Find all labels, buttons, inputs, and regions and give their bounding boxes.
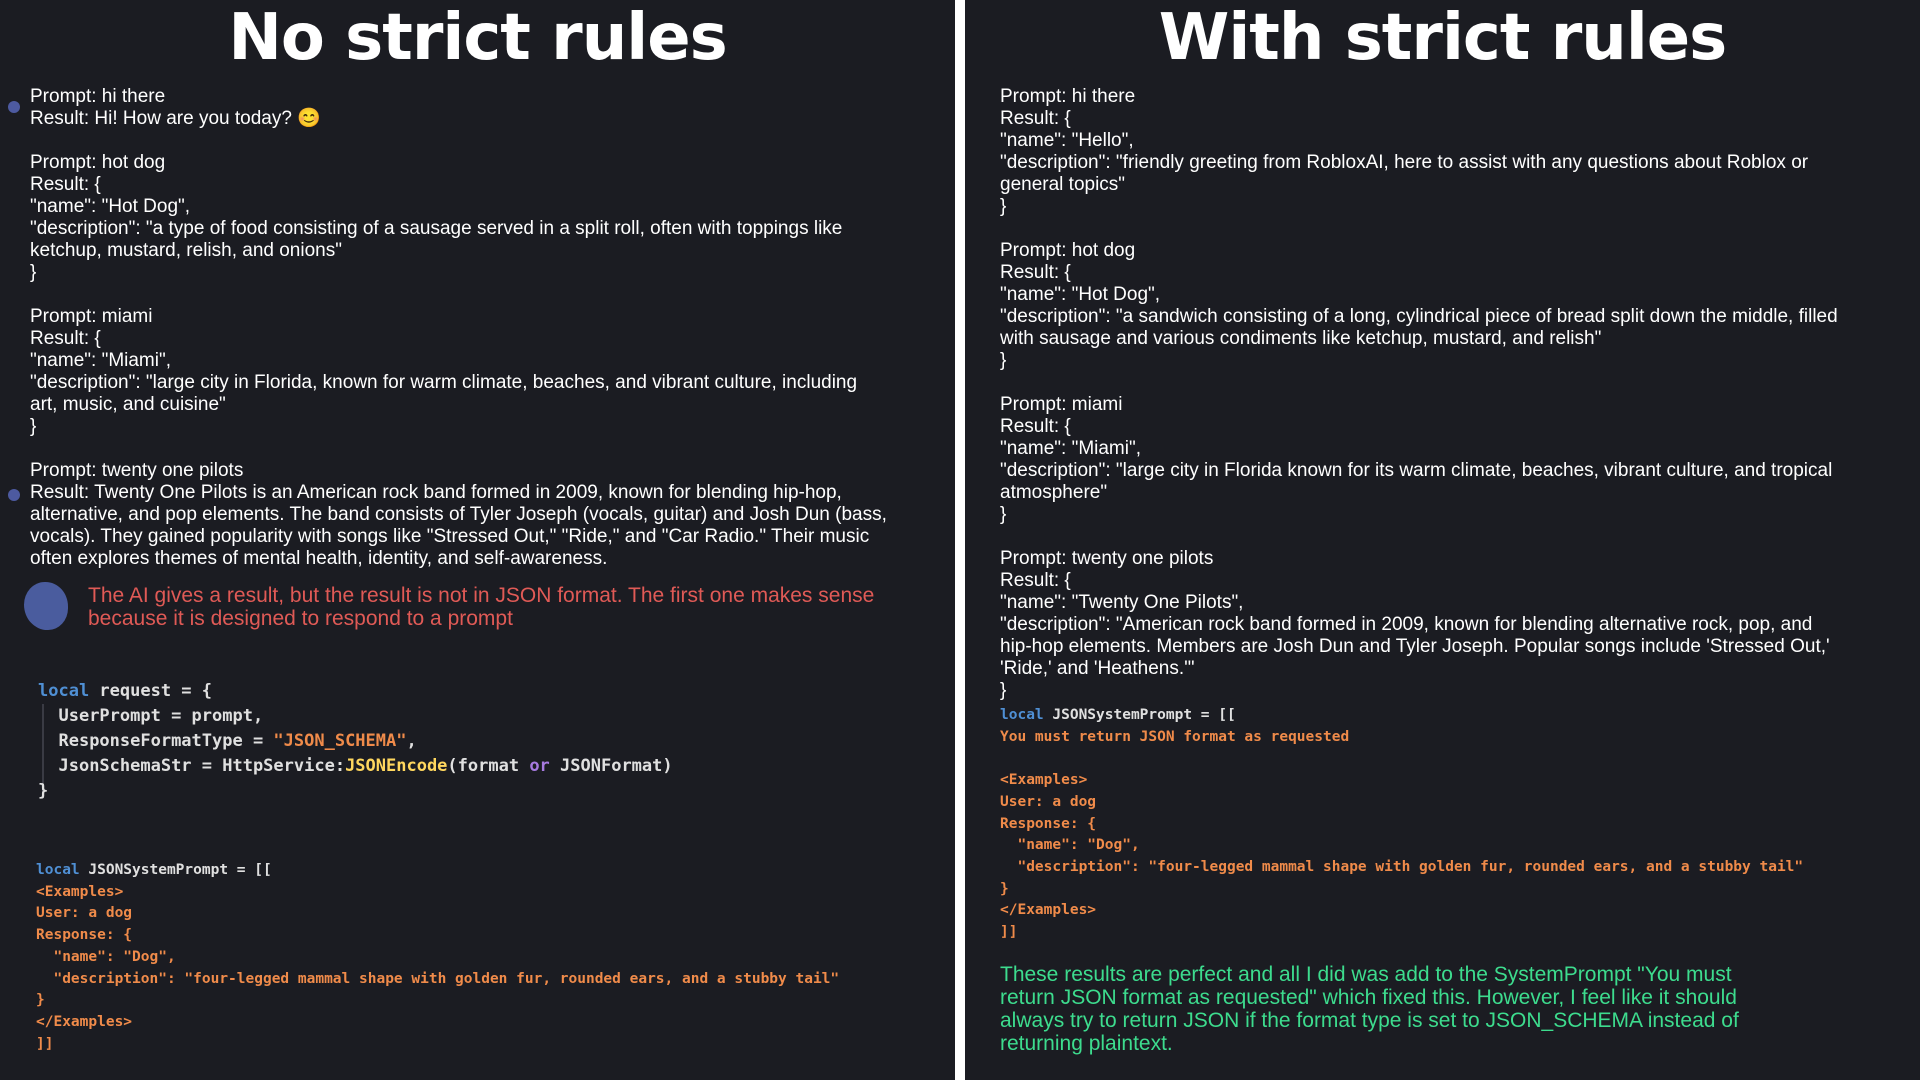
result-line: "name": "Twenty One Pilots", [1000,592,1244,613]
code-keyword: local [38,681,90,701]
spacer [1000,372,1915,394]
spacer [30,130,940,152]
result-line: often explores themes of mental health, identity, and self-awareness. [30,548,608,569]
result-line: "description": "friendly greeting from RobloxAI, here to assist with any questions about Roblox or [1000,152,1809,173]
left-panel-title: No strict rules [228,1,727,75]
result-line: atmosphere" [1000,482,1108,503]
commentary-line: always try to return JSON if the format type is set to JSON_SCHEMA instead of [1000,1009,1739,1032]
result-line: vocals). They gained popularity with songs like "Stressed Out," "Ride," and "Car Radio." Their music [30,526,870,547]
right-results-text [1000,86,1915,702]
right-panel [965,0,1920,1080]
spacer [1000,748,1803,770]
result-line: Result: { [30,174,101,195]
spacer [1000,218,1915,240]
result-line: general topics" [1000,174,1126,195]
result-line: Prompt: hi there [1000,86,1136,107]
code-line: </Examples> [36,1013,133,1030]
code-line: Response: { [1000,815,1097,832]
commentary-line: because it is designed to respond to a prompt [88,607,513,630]
code-line: <Examples> [1000,772,1088,789]
left-commentary [88,584,948,630]
code-text: , [406,731,417,751]
result-line: "description": "American rock band formed in 2009, known for blending alternative rock, pop, and [1000,614,1813,635]
code-line: "name": "Dog", [1000,837,1140,854]
code-text: (format [447,756,530,776]
right-panel-title: With strict rules [1158,1,1727,75]
code-line: Response: { [36,927,133,944]
result-line: Result: { [1000,262,1071,283]
result-line: Prompt: miami [1000,394,1123,415]
result-line: } [30,416,37,437]
code-line: "name": "Dog", [36,948,176,965]
code-keyword: local [1000,707,1044,723]
code-line: } [1000,880,1009,897]
result-line: } [1000,504,1007,525]
result-line: hip-hop elements. Members are Josh Dun and Tyler Joseph. Popular songs include 'Stressed Out,' [1000,636,1830,657]
code-line: </Examples> [1000,902,1097,919]
left-panel [0,0,955,1080]
spacer [30,438,940,460]
left-system-prompt-code [36,860,839,1055]
code-line: "description": "four-legged mammal shape with golden fur, rounded ears, and a stubby tail" [1000,858,1804,875]
result-line: with sausage and various condiments like ketchup, mustard, and relish" [1000,328,1602,349]
result-line: Prompt: hot dog [1000,240,1136,261]
request-code-block [38,679,673,804]
code-text: ResponseFormatType = [58,731,274,751]
right-commentary [1000,963,1900,1055]
code-text: request = { [89,681,213,701]
result-line: "description": "large city in Florida known for its warm climate, beaches, vibrant culture, and tropical [1000,460,1833,481]
code-keyword: local [36,862,80,878]
result-line: Prompt: hot dog [30,152,166,173]
commentary-line: return JSON format as requested" which fixed this. However, I feel like it should [1000,986,1737,1009]
result-line: "name": "Hot Dog", [30,196,191,217]
result-line: "name": "Miami", [30,350,172,371]
avatar-blob-icon [24,582,68,630]
commentary-line: These results are perfect and all I did was add to the SystemPrompt "You must [1000,963,1732,986]
result-line: Result: { [1000,416,1071,437]
chat-dot-icon [8,489,20,501]
right-system-prompt-code [1000,705,1803,944]
commentary-line: The AI gives a result, but the result is not in JSON format. The first one makes sense [88,584,875,607]
result-line: "name": "Miami", [1000,438,1142,459]
code-function: JSONEncode [345,756,448,776]
result-line: } [1000,350,1007,371]
code-line: ]] [1000,924,1018,941]
result-line: Prompt: hi there [30,86,166,107]
spacer [1000,526,1915,548]
code-line: ]] [36,1035,54,1052]
result-line: art, music, and cuisine" [30,394,226,415]
code-text: JSONSystemPrompt = [[ [79,862,272,878]
result-line: } [1000,196,1007,217]
code-line: <Examples> [36,883,124,900]
result-line: Result: { [1000,108,1071,129]
code-line: User: a dog [36,905,133,922]
code-operator: or [529,756,550,776]
result-line: Result: { [1000,570,1071,591]
code-line: You must return JSON format as requested [1000,728,1350,745]
code-line: } [36,992,45,1009]
result-line: ketchup, mustard, relish, and onions" [30,240,342,261]
result-line: "description": "a type of food consisting of a sausage served in a split roll, often with toppings like [30,218,843,239]
result-line: Prompt: twenty one pilots [30,460,244,481]
result-line: } [30,262,37,283]
result-line: alternative, and pop elements. The band consists of Tyler Joseph (vocals, guitar) and Josh Dun (bass, [30,504,887,525]
commentary-line: returning plaintext. [1000,1032,1173,1055]
result-line: Result: { [30,328,101,349]
result-line: Prompt: miami [30,306,153,327]
code-text: } [38,781,49,801]
left-results-text [30,86,940,570]
code-line: "description": "four-legged mammal shape with golden fur, rounded ears, and a stubby tail" [36,970,840,987]
result-line: } [1000,680,1007,701]
result-line: Prompt: twenty one pilots [1000,548,1214,569]
result-line: Result: Hi! How are you today? 😊 [30,108,321,129]
code-line: User: a dog [1000,793,1097,810]
code-text: UserPrompt = prompt, [58,706,264,726]
code-text: JSONFormat) [549,756,673,776]
result-line: Result: Twenty One Pilots is an American rock band formed in 2009, known for blending hip-hop, [30,482,842,503]
result-line: "name": "Hello", [1000,130,1134,151]
result-line: "description": "large city in Florida, known for warm climate, beaches, and vibrant culture, including [30,372,858,393]
result-line: "description": "a sandwich consisting of a long, cylindrical piece of bread split down the middle, filled [1000,306,1838,327]
code-text: JsonSchemaStr = HttpService: [58,756,346,776]
code-text: JSONSystemPrompt = [[ [1043,707,1236,723]
code-string: "JSON_SCHEMA" [273,731,407,751]
chat-dot-icon [8,101,20,113]
result-line: "name": "Hot Dog", [1000,284,1161,305]
result-line: 'Ride,' and 'Heathens.'" [1000,658,1195,679]
spacer [30,284,940,306]
